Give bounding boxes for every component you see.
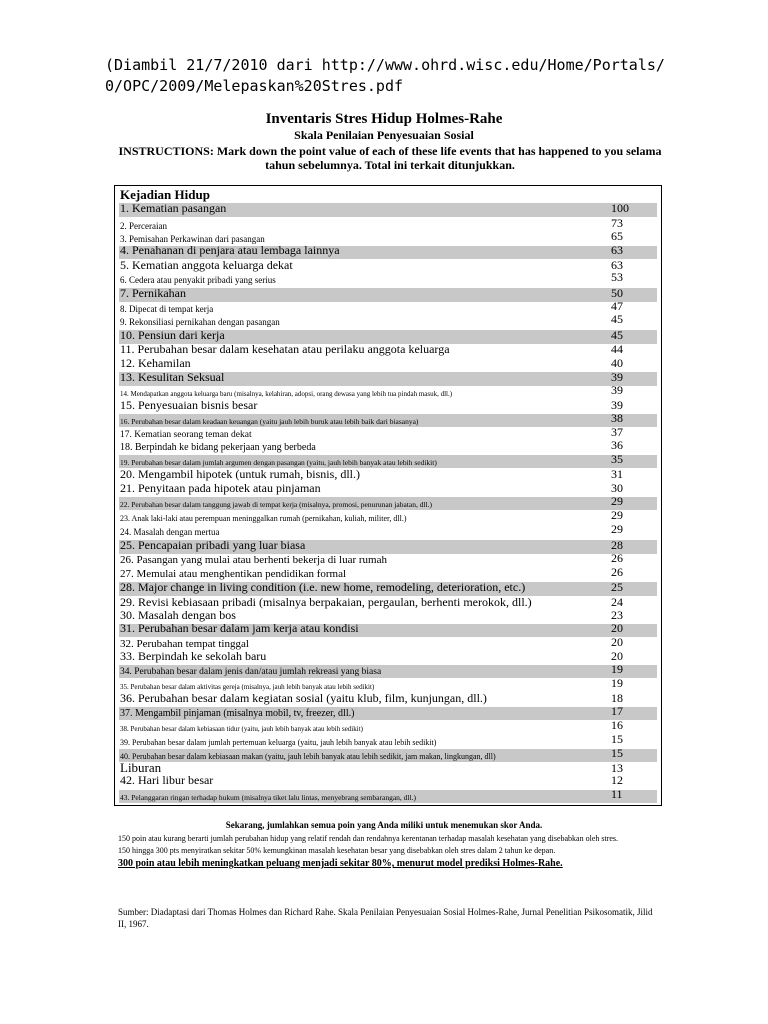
table-row	[119, 400, 657, 414]
event-points: 73	[611, 216, 623, 230]
event-points: 26	[611, 565, 623, 579]
table-row	[119, 649, 657, 665]
event-label: 12. Kehamilan	[120, 356, 191, 370]
event-label: 15. Penyesuaian bisnis besar	[120, 398, 258, 412]
event-label: 35. Perubahan besar dalam aktivitas gereja (misalnya, jauh lebih banyak atau lebih sedikit)	[120, 683, 375, 691]
table-header: Kejadian Hidup	[120, 187, 210, 202]
table-row	[119, 662, 657, 678]
table-row	[119, 746, 657, 762]
event-label: 11. Perubahan besar dalam kesehatan atau perilaku anggota keluarga	[120, 342, 450, 356]
event-label: 25. Pencapaian pribadi yang luar biasa	[120, 538, 306, 552]
event-points: 50	[611, 286, 623, 300]
event-points: 63	[611, 258, 623, 272]
event-points: 28	[611, 538, 623, 552]
event-points: 20	[611, 649, 623, 663]
score-note-medium: 150 hingga 300 pts menyiratkan sekitar 50% kemungkinan masalah kesehatan besar yang disebabkan oleh stres dalam 2 tahun ke depan.	[118, 846, 556, 855]
event-label: Liburan	[120, 760, 162, 775]
event-points: 18	[611, 691, 623, 705]
event-points: 44	[611, 342, 623, 356]
event-points: 30	[611, 481, 623, 495]
event-label: 32. Perubahan tempat tinggal	[120, 638, 249, 650]
event-points: 16	[611, 718, 623, 732]
table-row	[119, 312, 657, 328]
event-label: 28. Major change in living condition (i.e. new home, remodeling, deterioration, etc.)	[120, 580, 526, 594]
event-label: 36. Perubahan besar dalam kegiatan sosial (yaitu klub, film, kunjungan, dll.)	[120, 691, 487, 705]
score-note-high: 300 poin atau lebih meningkatkan peluang menjadi sekitar 80%, menurut model prediksi Holmes-Rahe.	[118, 858, 563, 869]
table-row	[119, 540, 657, 554]
table-row	[119, 288, 657, 302]
event-label: 31. Perubahan besar dalam jam kerja atau kondisi	[120, 621, 359, 635]
event-label: 8. Dipecat di tempat kerja	[120, 304, 214, 314]
event-label: 24. Masalah dengan mertua	[120, 527, 220, 537]
event-label: 17. Kematian seorang teman dekat	[120, 430, 252, 440]
event-points: 11	[611, 787, 623, 801]
table-row	[119, 372, 657, 386]
table-row	[119, 260, 657, 274]
table-row	[119, 551, 657, 567]
event-points: 13	[611, 761, 623, 775]
event-label: 34. Perubahan besar dalam jenis dan/atau jumlah rekreasi yang biasa	[120, 667, 382, 677]
event-points: 53	[611, 270, 623, 284]
table-row	[119, 522, 657, 538]
event-label: 9. Rekonsiliasi pernikahan dengan pasangan	[120, 317, 280, 327]
event-label: 29. Revisi kebiasaan pribadi (misalnya berpakaian, pergaulan, berhenti merokok, dll.)	[120, 595, 532, 609]
event-label: 4. Penahanan di penjara atau lembaga lainnya	[120, 243, 340, 257]
table-row	[119, 508, 657, 524]
event-points: 25	[611, 580, 623, 594]
table-row	[119, 216, 657, 232]
event-label: 18. Berpindah ke bidang pekerjaan yang berbeda	[120, 442, 316, 453]
event-points: 36	[611, 438, 623, 452]
event-points: 15	[611, 746, 623, 760]
event-points: 31	[611, 467, 623, 481]
event-points: 39	[611, 398, 623, 412]
table-row	[119, 425, 657, 441]
event-points: 29	[611, 508, 623, 522]
event-label: 14. Mendapatkan anggota keluarga baru (misalnya, kelahiran, adopsi, orang dewasa yang lebih tua pindah masuk, dll.)	[120, 390, 453, 398]
event-points: 24	[611, 595, 623, 609]
table-row	[119, 773, 657, 789]
table-row	[119, 299, 657, 315]
event-label: 16. Perubahan besar dalam keadaan keuangan (yaitu jauh lebih buruk atau lebih baik dari biasanya)	[120, 417, 419, 426]
source-citation: Sumber: Diadaptasi dari Thomas Holmes dan Richard Rahe. Skala Penilaian Penyesuaian Sosial Holmes-Rahe, Jurnal Penelitian Psikosomatik, Jilid II, 1967.	[118, 907, 653, 929]
life-events-table	[114, 185, 662, 806]
event-points: 19	[611, 662, 623, 676]
event-points: 20	[611, 635, 623, 649]
document-subtitle: Skala Penilaian Penyesuaian Sosial	[294, 128, 474, 142]
event-label: 2. Perceraian	[120, 221, 167, 231]
event-points: 35	[611, 452, 623, 466]
source-url-line-1: (Diambil 21/7/2010 dari http://www.ohrd.wisc.edu/Home/Portals/	[105, 56, 665, 74]
event-label: 39. Perubahan besar dalam jumlah pertemuan keluarga (yaitu, jauh lebih banyak atau lebih sedikit)	[120, 738, 437, 747]
event-label: 40. Perubahan besar dalam kebiasaan makan (yaitu, jauh lebih banyak atau lebih sedikit, jam makan, lingkungan, dll)	[120, 752, 496, 761]
event-points: 45	[611, 312, 623, 326]
event-points: 40	[611, 356, 623, 370]
event-points: 38	[611, 411, 623, 425]
event-points: 65	[611, 229, 623, 243]
source-url-line-2: 0/OPC/2009/Melepaskan%20Stres.pdf	[105, 77, 404, 95]
event-label: 19. Perubahan besar dalam jumlah argumen dengan pasangan (yaitu, jauh lebih banyak atau lebih sedikit)	[120, 458, 437, 467]
event-points: 26	[611, 551, 623, 565]
event-points: 39	[611, 370, 623, 384]
event-points: 47	[611, 299, 623, 313]
score-note-low: 150 poin atau kurang berarti jumlah perubahan hidup yang relatif rendah dan rendahnya kerentanan terhadap masalah kesehatan yang disebabkan oleh stres.	[118, 834, 619, 843]
event-label: 38. Perubahan besar dalam kebiasaan tidur (yaitu, jauh lebih banyak atau lebih sedikit)	[120, 725, 363, 733]
event-label: 3. Pemisahan Perkawinan dari pasangan	[120, 234, 265, 244]
event-points: 45	[611, 328, 623, 342]
event-label: 43. Pelanggaran ringan terhadap hukum (misalnya tiket lalu lintas, menyebrang sembarangan, dll.)	[120, 793, 416, 802]
event-label: 42. Hari libur besar	[120, 773, 214, 787]
table-row	[119, 621, 657, 637]
table-row	[119, 344, 657, 358]
event-label: 7. Pernikahan	[120, 286, 186, 300]
event-points: 100	[611, 201, 629, 215]
table-row	[119, 494, 657, 510]
table-row	[119, 411, 657, 427]
table-row	[119, 732, 657, 748]
table-row	[119, 582, 657, 596]
event-label: 6. Cedera atau penyakit pribadi yang serius	[120, 275, 276, 285]
event-points: 37	[611, 425, 623, 439]
event-label: 5. Kematian anggota keluarga dekat	[120, 258, 293, 272]
table-row	[119, 704, 657, 720]
event-points: 23	[611, 608, 623, 622]
event-label: 33. Berpindah ke sekolah baru	[120, 649, 267, 663]
event-label: 37. Mengambil pinjaman (misalnya mobil, tv, freezer, dll.)	[120, 708, 355, 719]
event-label: 27. Memulai atau menghentikan pendidikan formal	[120, 568, 347, 580]
event-points: 39	[611, 383, 623, 397]
event-points: 20	[611, 621, 623, 635]
table-row	[119, 787, 657, 803]
event-label: 30. Masalah dengan bos	[120, 608, 236, 622]
table-row	[119, 718, 657, 734]
event-label: 10. Pensiun dari kerja	[120, 328, 225, 342]
event-label: 13. Kesulitan Seksual	[120, 370, 225, 384]
event-points: 15	[611, 732, 623, 746]
document-title: Inventaris Stres Hidup Holmes-Rahe	[265, 111, 503, 127]
event-points: 17	[611, 704, 623, 718]
event-label: 23. Anak laki-laki atau perempuan meninggalkan rumah (pernikahan, kuliah, militer, dll.)	[120, 514, 407, 523]
table-row	[119, 693, 657, 707]
event-label: 26. Pasangan yang mulai atau berhenti bekerja di luar rumah	[120, 554, 387, 566]
instructions-text: INSTRUCTIONS: Mark down the point value of each of these life events that has happened to you selama tahun sebelumnya. Total ini terkait ditunjukkan.	[118, 144, 662, 172]
event-points: 29	[611, 494, 623, 508]
event-label: 22. Perubahan besar dalam tanggung jawab di tempat kerja (misalnya, promosi, penurunan jabatan, dll.)	[120, 500, 432, 509]
event-points: 12	[611, 773, 623, 787]
sum-instruction: Sekarang, jumlahkan semua poin yang Anda miliki untuk menemukan skor Anda.	[225, 820, 543, 830]
event-points: 29	[611, 522, 623, 536]
table-row	[119, 203, 657, 217]
table-row	[119, 270, 657, 286]
event-label: 21. Penyitaan pada hipotek atau pinjaman	[120, 481, 321, 495]
table-row	[119, 483, 657, 497]
table-row	[119, 438, 657, 454]
event-label: 20. Mengambil hipotek (untuk rumah, bisnis, dll.)	[120, 467, 360, 481]
event-label: 1. Kematian pasangan	[120, 201, 227, 215]
event-points: 19	[611, 676, 623, 690]
event-points: 63	[611, 243, 623, 257]
